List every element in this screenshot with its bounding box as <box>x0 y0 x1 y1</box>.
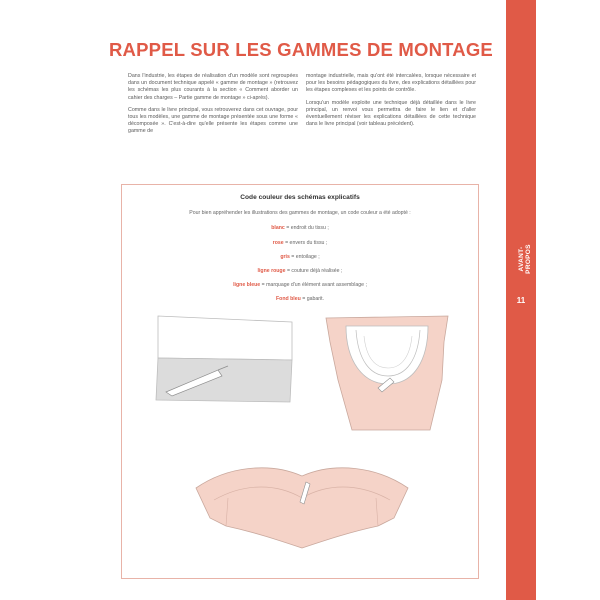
legend-text: = gabarit. <box>300 296 324 302</box>
paragraph: Dans l'industrie, les étapes de réalisation d'un modèle sont regroupées dans un document technique appelé « gamme de montage » (retrouvez les schémas les plus courants à la section « Comment aborder un cahier des charges – Partie gamme de montage » ci-après). <box>128 73 298 101</box>
legend-key: ligne rouge <box>257 268 286 274</box>
paragraph: Comme dans le livre principal, vous retrouverez dans cet ouvrage, pour tous les modèles, une gamme de montage présentée sous une forme « décomposée ». C'est-à-dire qu'elle présente les étapes comme une gamme de <box>128 106 298 135</box>
legend-text: = marquage d'un élément avant assemblage ; <box>260 282 367 288</box>
legend-text: = endroit du tissu ; <box>284 225 329 231</box>
illustration-bodice <box>326 316 448 430</box>
legend-text: = envers du tissu ; <box>283 240 328 246</box>
page-number: 11 <box>516 296 526 305</box>
paragraph: montage industrielle, mais qu'ont été intercalées, lorsque nécessaire et pour les besoins pédagogiques du livre, des explications détaillées pour les étapes complexes et les points de contrôle. <box>306 73 476 94</box>
legend-key: Fond bleu <box>276 296 301 302</box>
box-title: Code couleur des schémas explicatifs <box>240 194 360 201</box>
legend-text: = entoilage ; <box>289 254 320 260</box>
illustration-interfacing-strip <box>156 316 292 402</box>
legend-text: = couture déjà réalisée ; <box>285 268 343 274</box>
legend-key: gris <box>280 254 290 260</box>
legend-key: ligne bleue <box>233 282 261 288</box>
illustration-collar <box>196 468 408 548</box>
legend-key: rose <box>272 240 284 246</box>
paragraph: Lorsqu'un modèle exploite une technique déjà détaillée dans le livre principal, un renvoi vous permettra de faire le lien et d'aller éventuellement réviser les explications détaillées de cette technique dans le livre principal (voir tableau précédent). <box>306 99 476 128</box>
side-section-label: AVANT-PROPOS <box>518 244 532 274</box>
page-title: RAPPEL SUR LES GAMMES DE MONTAGE <box>109 39 493 60</box>
legend-key: blanc <box>271 225 285 231</box>
box-intro: Pour bien appréhender les illustrations des gammes de montage, un code couleur a été adopté : <box>189 210 411 216</box>
